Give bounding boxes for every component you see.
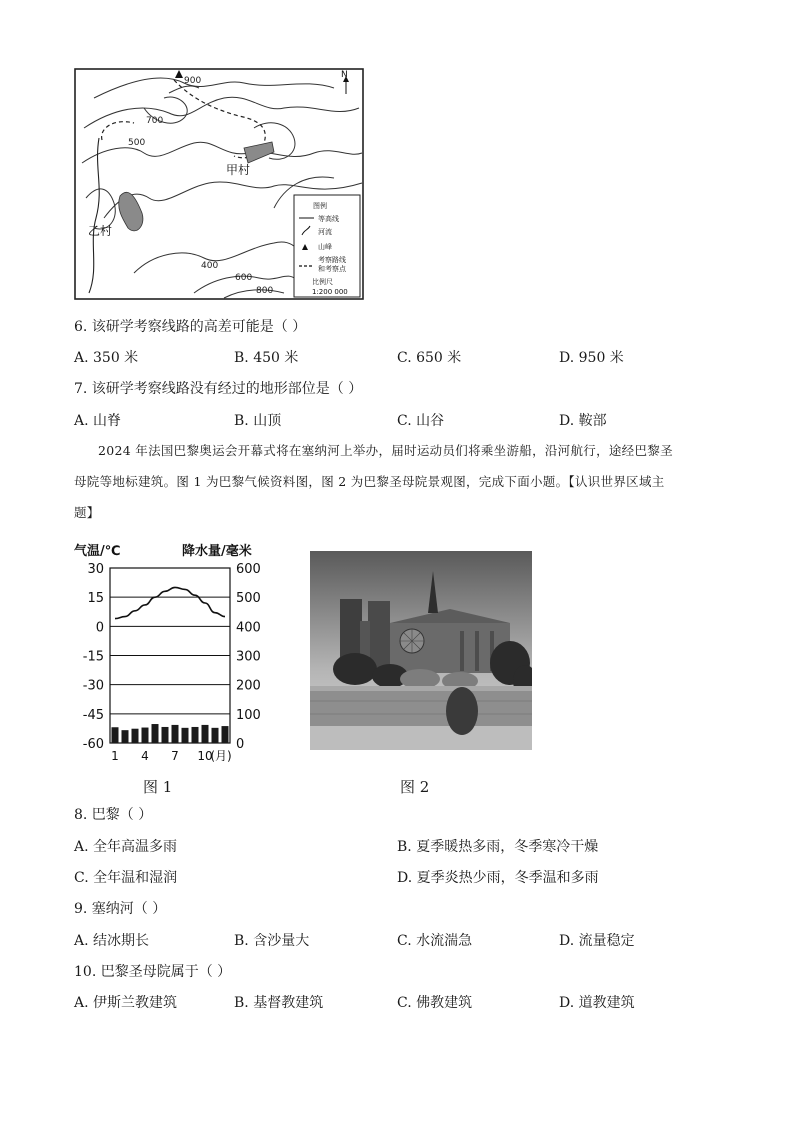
precipitation-bar [212,728,219,743]
q8-option-c[interactable]: C. 全年温和湿润 [74,870,178,886]
y-left-tick-label: -15 [82,649,104,665]
precipitation-bar [142,728,149,743]
legend-item: 等高线 [318,215,339,223]
notre-dame-photo [310,551,532,750]
north-label: N [341,70,348,80]
q8-option-d[interactable]: D. 夏季炎热少雨，冬季温和多雨 [397,870,599,886]
y-left-tick-label: -60 [82,737,104,752]
q9-option-c[interactable]: C. 水流湍急 [397,933,473,949]
q10-option-d[interactable]: D. 道教建筑 [559,995,635,1011]
legend-item: 和考察点 [318,265,346,273]
q8-option-b[interactable]: B. 夏季暖热多雨，冬季寒冷干燥 [397,839,599,855]
y-left-tick-label: 30 [87,562,104,577]
y-right-tick-label: 300 [236,649,261,665]
y-left-tick-label: 15 [87,591,104,607]
q6-option-d[interactable]: D. 950 米 [559,350,624,366]
q6-option-b[interactable]: B. 450 米 [234,350,299,366]
precipitation-bar [132,729,139,743]
contour-label: 900 [184,76,202,86]
precipitation-bar [192,727,199,743]
question-9-stem: 9. 塞纳河（ ） [74,901,167,917]
x-unit-label: (月) [210,749,232,763]
x-tick-label: 7 [171,749,179,763]
q9-option-b[interactable]: B. 含沙量大 [234,933,310,949]
q7-option-c[interactable]: C. 山谷 [397,413,445,429]
scale-title: 比例尺 [312,278,333,286]
question-7-stem: 7. 该研学考察线路没有经过的地形部位是（ ） [74,381,363,397]
village-label-jia: 甲村 [226,163,251,177]
topographic-map [74,68,364,300]
passage-line-2: 母院等地标建筑。图 1 为巴黎气候资料图，图 2 为巴黎圣母院景观图，完成下面小题。【认识世界区域主 [74,474,665,489]
precipitation-bar [182,728,189,743]
q8-option-a[interactable]: A. 全年高温多雨 [74,839,178,855]
contour-label: 400 [201,261,219,271]
y-right-tick-label: 200 [236,678,261,694]
x-tick-label: 1 [111,749,119,763]
q6-option-a[interactable]: A. 350 米 [74,350,139,366]
x-tick-label: 4 [141,749,149,763]
y-right-tick-label: 0 [236,737,245,752]
precipitation-bar [162,727,169,743]
question-10-stem: 10. 巴黎圣母院属于（ ） [74,964,232,980]
precipitation-bar [172,725,179,743]
village-label-yi: 乙村 [88,224,113,238]
y-right-tick-label: 400 [236,620,261,636]
y-left-label: 气温/℃ [74,544,121,559]
question-8-stem: 8. 巴黎（ ） [74,807,153,823]
figure-2-caption: 图 2 [400,778,430,796]
question-6-stem: 6. 该研学考察线路的高差可能是（ ） [74,319,307,335]
x-tick-label: 10 [197,749,213,763]
precipitation-bar [112,727,119,743]
precipitation-bar [152,724,159,743]
y-right-tick-label: 600 [236,562,261,577]
q9-option-a[interactable]: A. 结冰期长 [74,933,150,949]
y-left-tick-label: -45 [82,707,104,723]
precipitation-bar [202,725,209,743]
y-right-tick-label: 100 [236,707,261,723]
contour-label: 700 [146,116,164,126]
precipitation-bar [222,726,229,743]
temperature-line [115,587,225,618]
legend-item: 河流 [318,228,332,236]
contour-label: 800 [256,286,274,296]
q7-option-a[interactable]: A. 山脊 [74,413,122,429]
passage-line-1: 2024 年法国巴黎奥运会开幕式将在塞纳河上举办，届时运动员们将乘坐游船，沿河航行，途经巴黎圣 [98,443,673,458]
y-left-tick-label: 0 [95,620,104,636]
q6-option-c[interactable]: C. 650 米 [397,350,462,366]
climate-chart [70,538,280,768]
legend-item: 考察路线 [318,256,346,264]
contour-label: 600 [235,273,253,283]
y-right-label: 降水量/毫米 [182,544,252,559]
q10-option-a[interactable]: A. 伊斯兰教建筑 [74,995,178,1011]
passage-line-3: 题】 [74,505,100,520]
contour-label: 500 [128,138,146,148]
scale-value: 1:200 000 [312,288,348,296]
q7-option-d[interactable]: D. 鞍部 [559,413,607,429]
precipitation-bar [122,730,129,743]
y-left-tick-label: -30 [82,678,104,694]
q10-option-b[interactable]: B. 基督教建筑 [234,995,324,1011]
q9-option-d[interactable]: D. 流量稳定 [559,933,635,949]
q10-option-c[interactable]: C. 佛教建筑 [397,995,473,1011]
q7-option-b[interactable]: B. 山顶 [234,413,282,429]
legend-title: 图例 [313,202,327,210]
figure-1-caption: 图 1 [143,778,173,796]
y-right-tick-label: 500 [236,591,261,607]
legend-item: 山峰 [318,243,332,251]
